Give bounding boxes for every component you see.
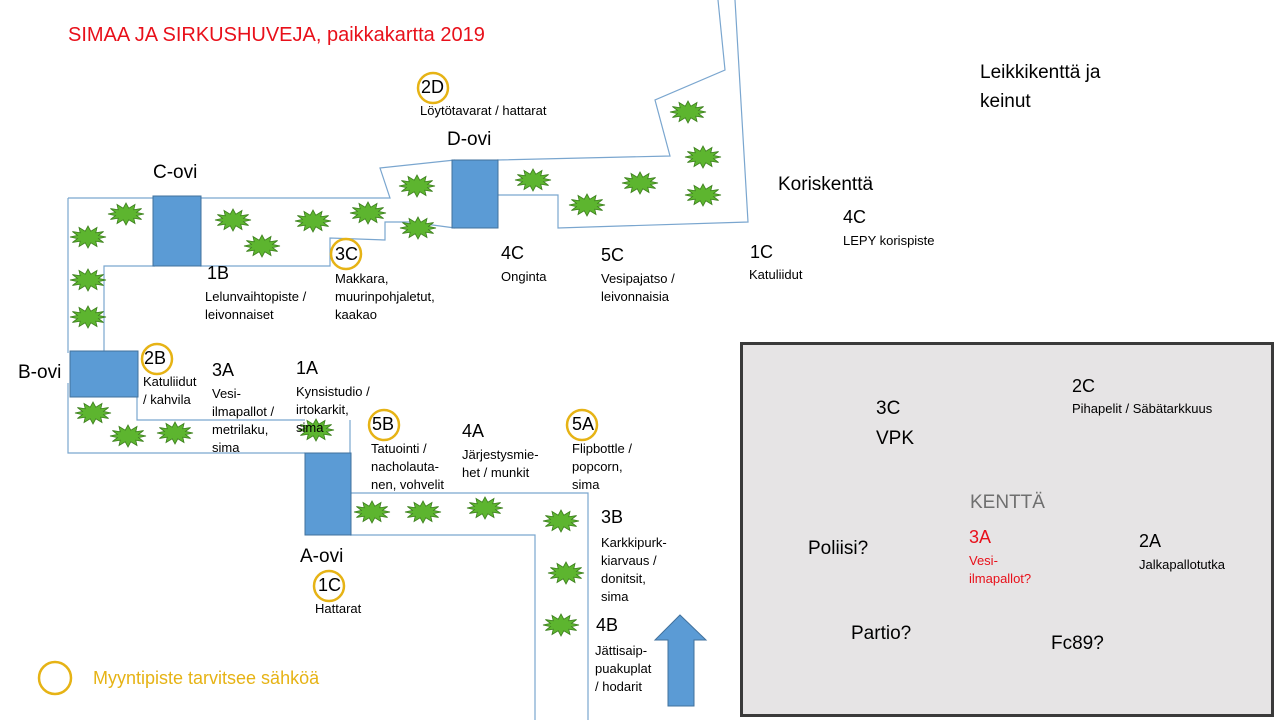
door-d-icon <box>452 160 498 228</box>
stall-desc: Lelunvaihtopiste / leivonnaiset <box>205 289 307 322</box>
stall-code: 3B <box>601 507 624 527</box>
field-item-desc: Fc89? <box>1051 633 1104 654</box>
field-item-code: 3C <box>876 398 901 419</box>
stall-desc: Vesipajatso / leivonnaisia <box>601 271 675 304</box>
stall-code: 1C <box>318 575 342 595</box>
stall-code: 4B <box>596 615 619 635</box>
stall-desc: Tatuointi / nacholauta- nen, vohvelit <box>371 441 444 492</box>
stall-code: 4C <box>843 207 867 227</box>
stall-desc: Onginta <box>501 269 547 284</box>
door-b-icon <box>70 351 138 397</box>
plant-icon <box>670 101 706 123</box>
stall-desc: Flipbottle / popcorn, sima <box>572 441 632 492</box>
plant-icon <box>622 172 658 194</box>
legend-circle-icon <box>39 662 71 694</box>
plant-icon <box>354 501 390 523</box>
plant-icon <box>405 501 441 523</box>
plant-icon <box>244 235 280 257</box>
plant-icon <box>70 269 106 291</box>
stall-desc: Jättisaip- puakuplat / hodarit <box>595 643 652 694</box>
plant-icon <box>543 510 579 532</box>
plant-icon <box>110 425 146 447</box>
basketball-court-label: Koriskenttä <box>778 174 874 195</box>
plant-icon <box>569 194 605 216</box>
field-item-code: 2A <box>1139 531 1162 551</box>
plant-icon <box>685 184 721 206</box>
stall-code: 5A <box>572 414 595 434</box>
legend-label: Myyntipiste tarvitsee sähköä <box>93 668 320 688</box>
plant-icon <box>108 203 144 225</box>
stall-code: 1B <box>207 263 230 283</box>
plant-icon <box>399 175 435 197</box>
door-d-label: D-ovi <box>447 129 492 150</box>
field-item-desc: Jalkapallotutka <box>1139 557 1225 572</box>
plant-icon <box>157 422 193 444</box>
stall-code: 2B <box>144 348 167 368</box>
stall-desc: Löytötavarat / hattarat <box>420 103 547 118</box>
door-a-label: A-ovi <box>300 546 344 567</box>
stall-code: 4C <box>501 243 525 263</box>
plant-icon <box>548 562 584 584</box>
stall-code: 2D <box>421 77 445 97</box>
stall-code: 3A <box>212 360 235 380</box>
plant-icon <box>295 210 331 232</box>
stall-code: 1C <box>750 242 774 262</box>
field-item-desc: Pihapelit / Säbätarkkuus <box>1072 401 1213 416</box>
field-item-desc: Poliisi? <box>808 538 869 559</box>
stall-code: 5B <box>372 414 395 434</box>
stall-desc: Järjestysmie- het / munkit <box>462 447 539 480</box>
plant-icon <box>350 202 386 224</box>
field-item-code: 3A <box>969 527 992 547</box>
stall-code: 5C <box>601 245 625 265</box>
field-item-code: 2C <box>1072 376 1096 396</box>
field-item-desc: VPK <box>876 428 915 449</box>
plant-icon <box>543 614 579 636</box>
plant-icon <box>400 217 436 239</box>
plant-icon <box>515 169 551 191</box>
door-c-label: C-ovi <box>153 162 198 183</box>
playground-label: Leikkikenttä ja keinut <box>980 62 1101 112</box>
stall-desc: Karkkipurk- kiarvaus / donitsit, sima <box>601 535 667 604</box>
field-label: KENTTÄ <box>970 492 1045 513</box>
corridor-outline <box>68 0 748 720</box>
field-area <box>740 342 1274 717</box>
stall-desc: Hattarat <box>315 601 362 616</box>
plant-icon <box>215 209 251 231</box>
stall-desc: Makkara, muurinpohjaletut, kaakao <box>335 271 435 322</box>
stall-desc: Katuliidut <box>749 267 803 282</box>
field-item-desc: Partio? <box>851 623 912 644</box>
door-a-icon <box>305 453 351 535</box>
door-c-icon <box>153 196 201 266</box>
plant-icon <box>70 306 106 328</box>
field-item-desc: Vesi- ilmapallot? <box>969 553 1032 586</box>
door-b-label: B-ovi <box>18 362 62 383</box>
stall-code: 4A <box>462 421 485 441</box>
stall-desc: Katuliidut / kahvila <box>143 374 197 407</box>
stall-desc: LEPY korispiste <box>843 233 935 248</box>
plant-icon <box>467 497 503 519</box>
map-title: SIMAA JA SIRKUSHUVEJA, paikkakartta 2019 <box>68 24 485 46</box>
stall-desc: Vesi- ilmapallot / metrilaku, sima <box>212 386 275 455</box>
stall-code: 1A <box>296 358 319 378</box>
plant-icon <box>75 402 111 424</box>
plant-icon <box>70 226 106 248</box>
arrow-up-icon <box>655 615 706 706</box>
plant-icon <box>685 146 721 168</box>
stall-code: 3C <box>335 244 359 264</box>
stall-desc: Kynsistudio / irtokarkit, sima <box>296 384 370 435</box>
